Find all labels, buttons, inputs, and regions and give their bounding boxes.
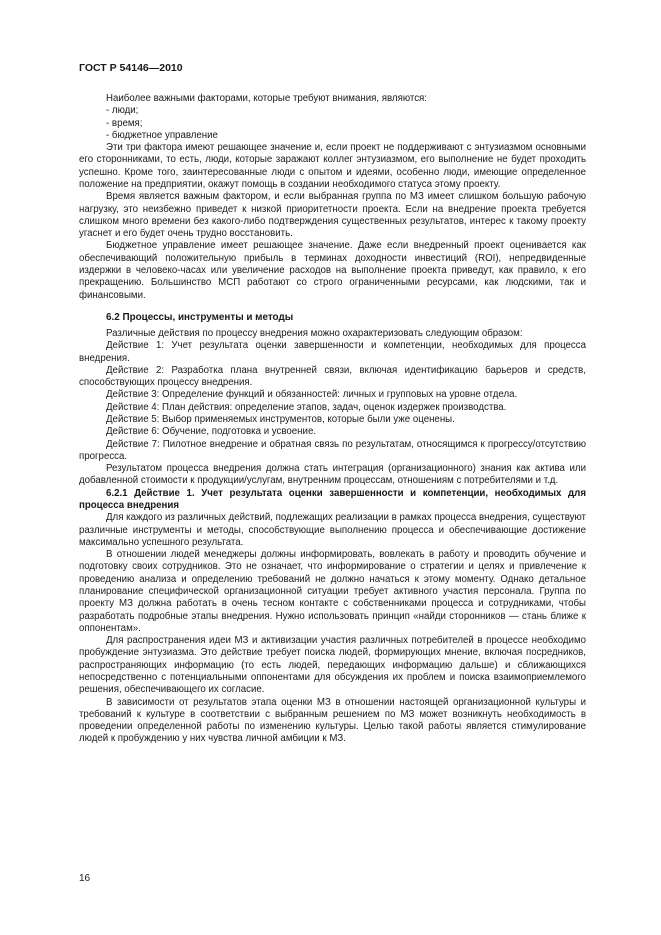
paragraph: Различные действия по процессу внедрения можно охарактеризовать следующим образом: [106, 328, 523, 340]
paragraph: Время является важным фактором, и если выбранная группа по МЗ имеет слишком большую рабочую нагрузку, это неизбежно приведет к низкой приоритетности проекта. Если на внедрение проекта требуется слишком много времени без какого-либо подтверждения существенных результатов, интерес к такому проекту угаснет и его будет очень трудно восстановить. [79, 191, 586, 240]
action-item: Действие 4: План действия: определение этапов, задач, оценок издержек производства. [106, 401, 507, 413]
action-item: Действие 1: Учет результата оценки завершенности и компетенции, необходимых для процесса внедрения. [79, 340, 586, 364]
action-item: Действие 2: Разработка плана внутренней связи, включая идентификацию барьеров и средств, способствующих процессу внедрения. [79, 364, 586, 389]
factor-item: - бюджетное управление [106, 129, 218, 141]
paragraph: Результатом процесса внедрения должна стать интеграция (организационного) знания как актива или добавленной стоимости к продукции/услугам, внутренним процессам, отношениям с потребителями и т.д. [79, 463, 586, 487]
paragraph: Для каждого из различных действий, подлежащих реализации в рамках процесса внедрения, существуют различные инструменты и методы, способствующие выполнению процесса и обеспечивающие достижение максимально успешного результата. [79, 512, 586, 548]
intro-paragraph: Наиболее важными факторами, которые требуют внимания, являются: [106, 93, 427, 104]
action-item: Действие 5: Выбор применяемых инструментов, которые были уже оценены. [106, 414, 455, 426]
section-heading-6-2: 6.2 Процессы, инструменты и методы [106, 311, 294, 323]
paragraph: Для распространения идеи МЗ и активизации участия различных потребителей в процессе необходимо пробуждение энтузиазма. Это действие требует поиска людей, формирующих мнение, включая посредников, распространяющих информацию (то есть людей, передающих информацию дальше) и сближающихся непосредственно с потенциальными оппонентами для обсуждения их проблем и поиска взаимоприемлемого решения, обеспечивающего их согласие. [79, 635, 586, 696]
paragraph: Бюджетное управление имеет решающее значение. Даже если внедренный проект оценивается как обеспечивающий положительную прибыль в терминах доходности инвестиций (ROI), непредвиденные издержки в человеко-часах или увеличение расходов на выполнение проекта приведут, как правило, к его прекращению. Большинство МСП работают со строго ограниченными ресурсами, как людскими, так и финансовыми. [79, 240, 586, 301]
action-item: Действие 6: Обучение, подготовка и усвоение. [106, 426, 317, 438]
factor-item: - люди; [106, 105, 139, 117]
factor-item: - время; [106, 117, 143, 129]
paragraph: Эти три фактора имеют решающее значение и, если проект не поддерживают с энтузиазмом основными его сторонниками, то есть, люди, которые заражают коллег энтузиазмом, его выполнение не будет проходить успешно. Кроме того, заинтересованные люди с опытом и идеями, особенно люди, имеющие определенное положение на предприятии, окажут помощь в создании необходимого статуса этому проекту. [79, 142, 586, 190]
paragraph: В зависимости от результатов этапа оценки МЗ в отношении настоящей организационной культуры и требований к культуре в соответствии с выбранным решением по МЗ может возникнуть необходимость в проведении определенной работы по изменению культуры. Целью такой работы является стимулирование людей к пробуждению у них чувства личной амбиции к МЗ. [79, 696, 586, 745]
page-body [79, 93, 586, 746]
section-heading-6-2-1: 6.2.1 Действие 1. Учет результата оценки завершенности и компетенции, необходимых для процесса внедрения [79, 487, 586, 511]
action-item: Действие 3: Определение функций и обязанностей: личных и групповых на уровне отдела. [106, 389, 518, 401]
document-header: ГОСТ Р 54146—2010 [79, 62, 183, 74]
page-number: 16 [79, 873, 91, 884]
action-item: Действие 7: Пилотное внедрение и обратная связь по результатам, относящимся к прогрессу/отсутствию прогресса. [79, 438, 586, 462]
paragraph: В отношении людей менеджеры должны информировать, вовлекать в работу и проводить обучение и подготовку своих сотрудников. Это не означает, что информирование о стратегии и целях и привлечение к проведению анализа и определению требований не должно начаться к этому моменту. Однако детальное планирование специфической организационной ситуации требует активного участия персонала. Группа по проекту МЗ должна работать в очень тесном контакте с собственниками процесса и сотрудниками, чтобы разработать подробные этапы внедрения. Нужно использовать принцип «найди сторонников — стань ближе к оппонентам». [79, 549, 586, 634]
